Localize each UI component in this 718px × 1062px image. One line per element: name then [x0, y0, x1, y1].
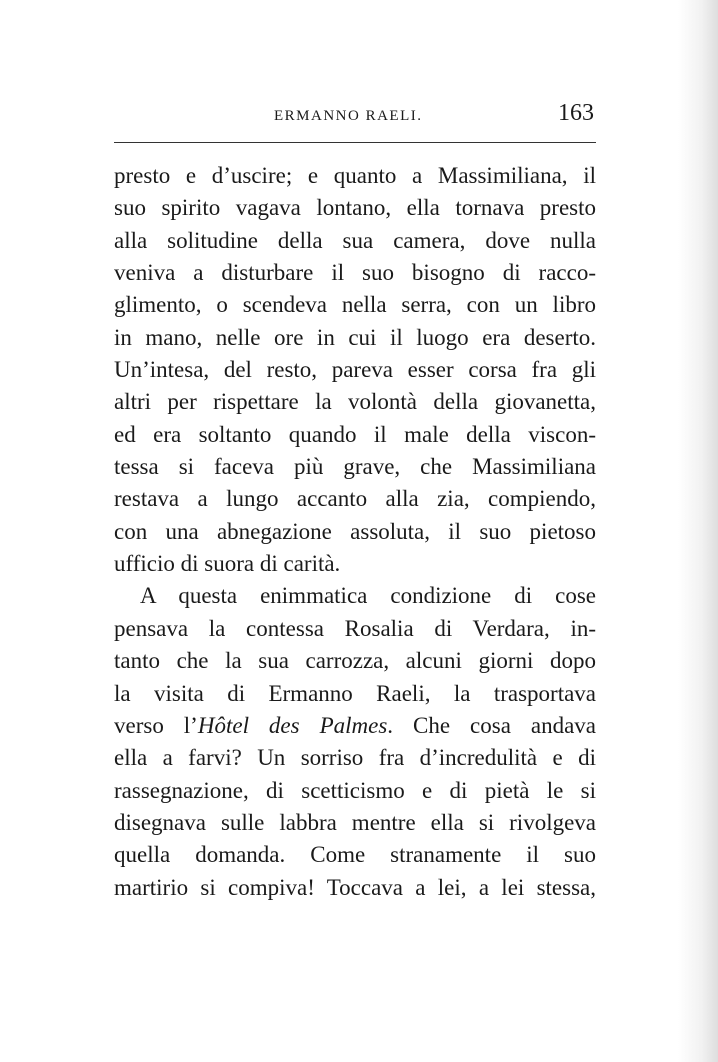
text-span: . Che cosa andava: [387, 712, 597, 738]
page-header: [114, 100, 594, 134]
italic-title: Hôtel des Palmes: [197, 712, 388, 738]
text-line: tanto che la sua carrozza, alcuni giorni dopo: [114, 648, 596, 674]
header-rule: [114, 142, 596, 143]
text-line: martirio si compiva! Toccava a lei, a lei stessa,: [114, 874, 596, 900]
text-line: A questa enimmatica condizione di cose: [140, 583, 596, 609]
text-line: veniva a disturbare il suo bisogno di racco-: [114, 260, 596, 286]
page-number: 163: [558, 100, 594, 126]
text-line: suo spirito vagava lontano, ella tornava presto: [114, 195, 596, 221]
text-line: Un’intesa, del resto, pareva esser corsa fra gli: [114, 357, 596, 383]
text-line: con una abnegazione assoluta, il suo pietoso: [114, 518, 596, 544]
page-edge-shadow: [678, 0, 718, 1062]
text-line: alla solitudine della sua camera, dove nulla: [114, 227, 596, 253]
text-line: pensava la contessa Rosalia di Verdara, in-: [114, 615, 596, 641]
text-line-italic-mix: [114, 710, 596, 742]
text-line: presto e d’uscire; e quanto a Massimiliana, il: [114, 163, 596, 188]
text-line: quella domanda. Come stranamente il suo: [114, 842, 596, 868]
text-line: disegnava sulle labbra mentre ella si rivolgeva: [114, 809, 596, 835]
text-span: verso l’: [114, 712, 198, 738]
text-line: la visita di Ermanno Raeli, la trasportava: [114, 680, 596, 706]
running-title: ERMANNO RAELI.: [274, 108, 423, 124]
text-line: glimento, o scendeva nella serra, con un libro: [114, 292, 596, 318]
text-line: restava a lungo accanto alla zia, compiendo,: [114, 486, 596, 512]
text-line: ufficio di suora di carità.: [114, 551, 341, 577]
text-body: [114, 160, 596, 904]
text-line: ed era soltanto quando il male della viscon-: [114, 421, 596, 447]
text-line: ella a farvi? Un sorriso fra d’incredulità e di: [114, 745, 596, 771]
text-line: in mano, nelle ore in cui il luogo era deserto.: [114, 324, 596, 350]
text-line: rassegnazione, di scetticismo e di pietà le si: [114, 777, 596, 803]
text-line: altri per rispettare la volontà della giovanetta,: [114, 389, 596, 415]
text-line: tessa si faceva più grave, che Massimiliana: [114, 454, 596, 480]
